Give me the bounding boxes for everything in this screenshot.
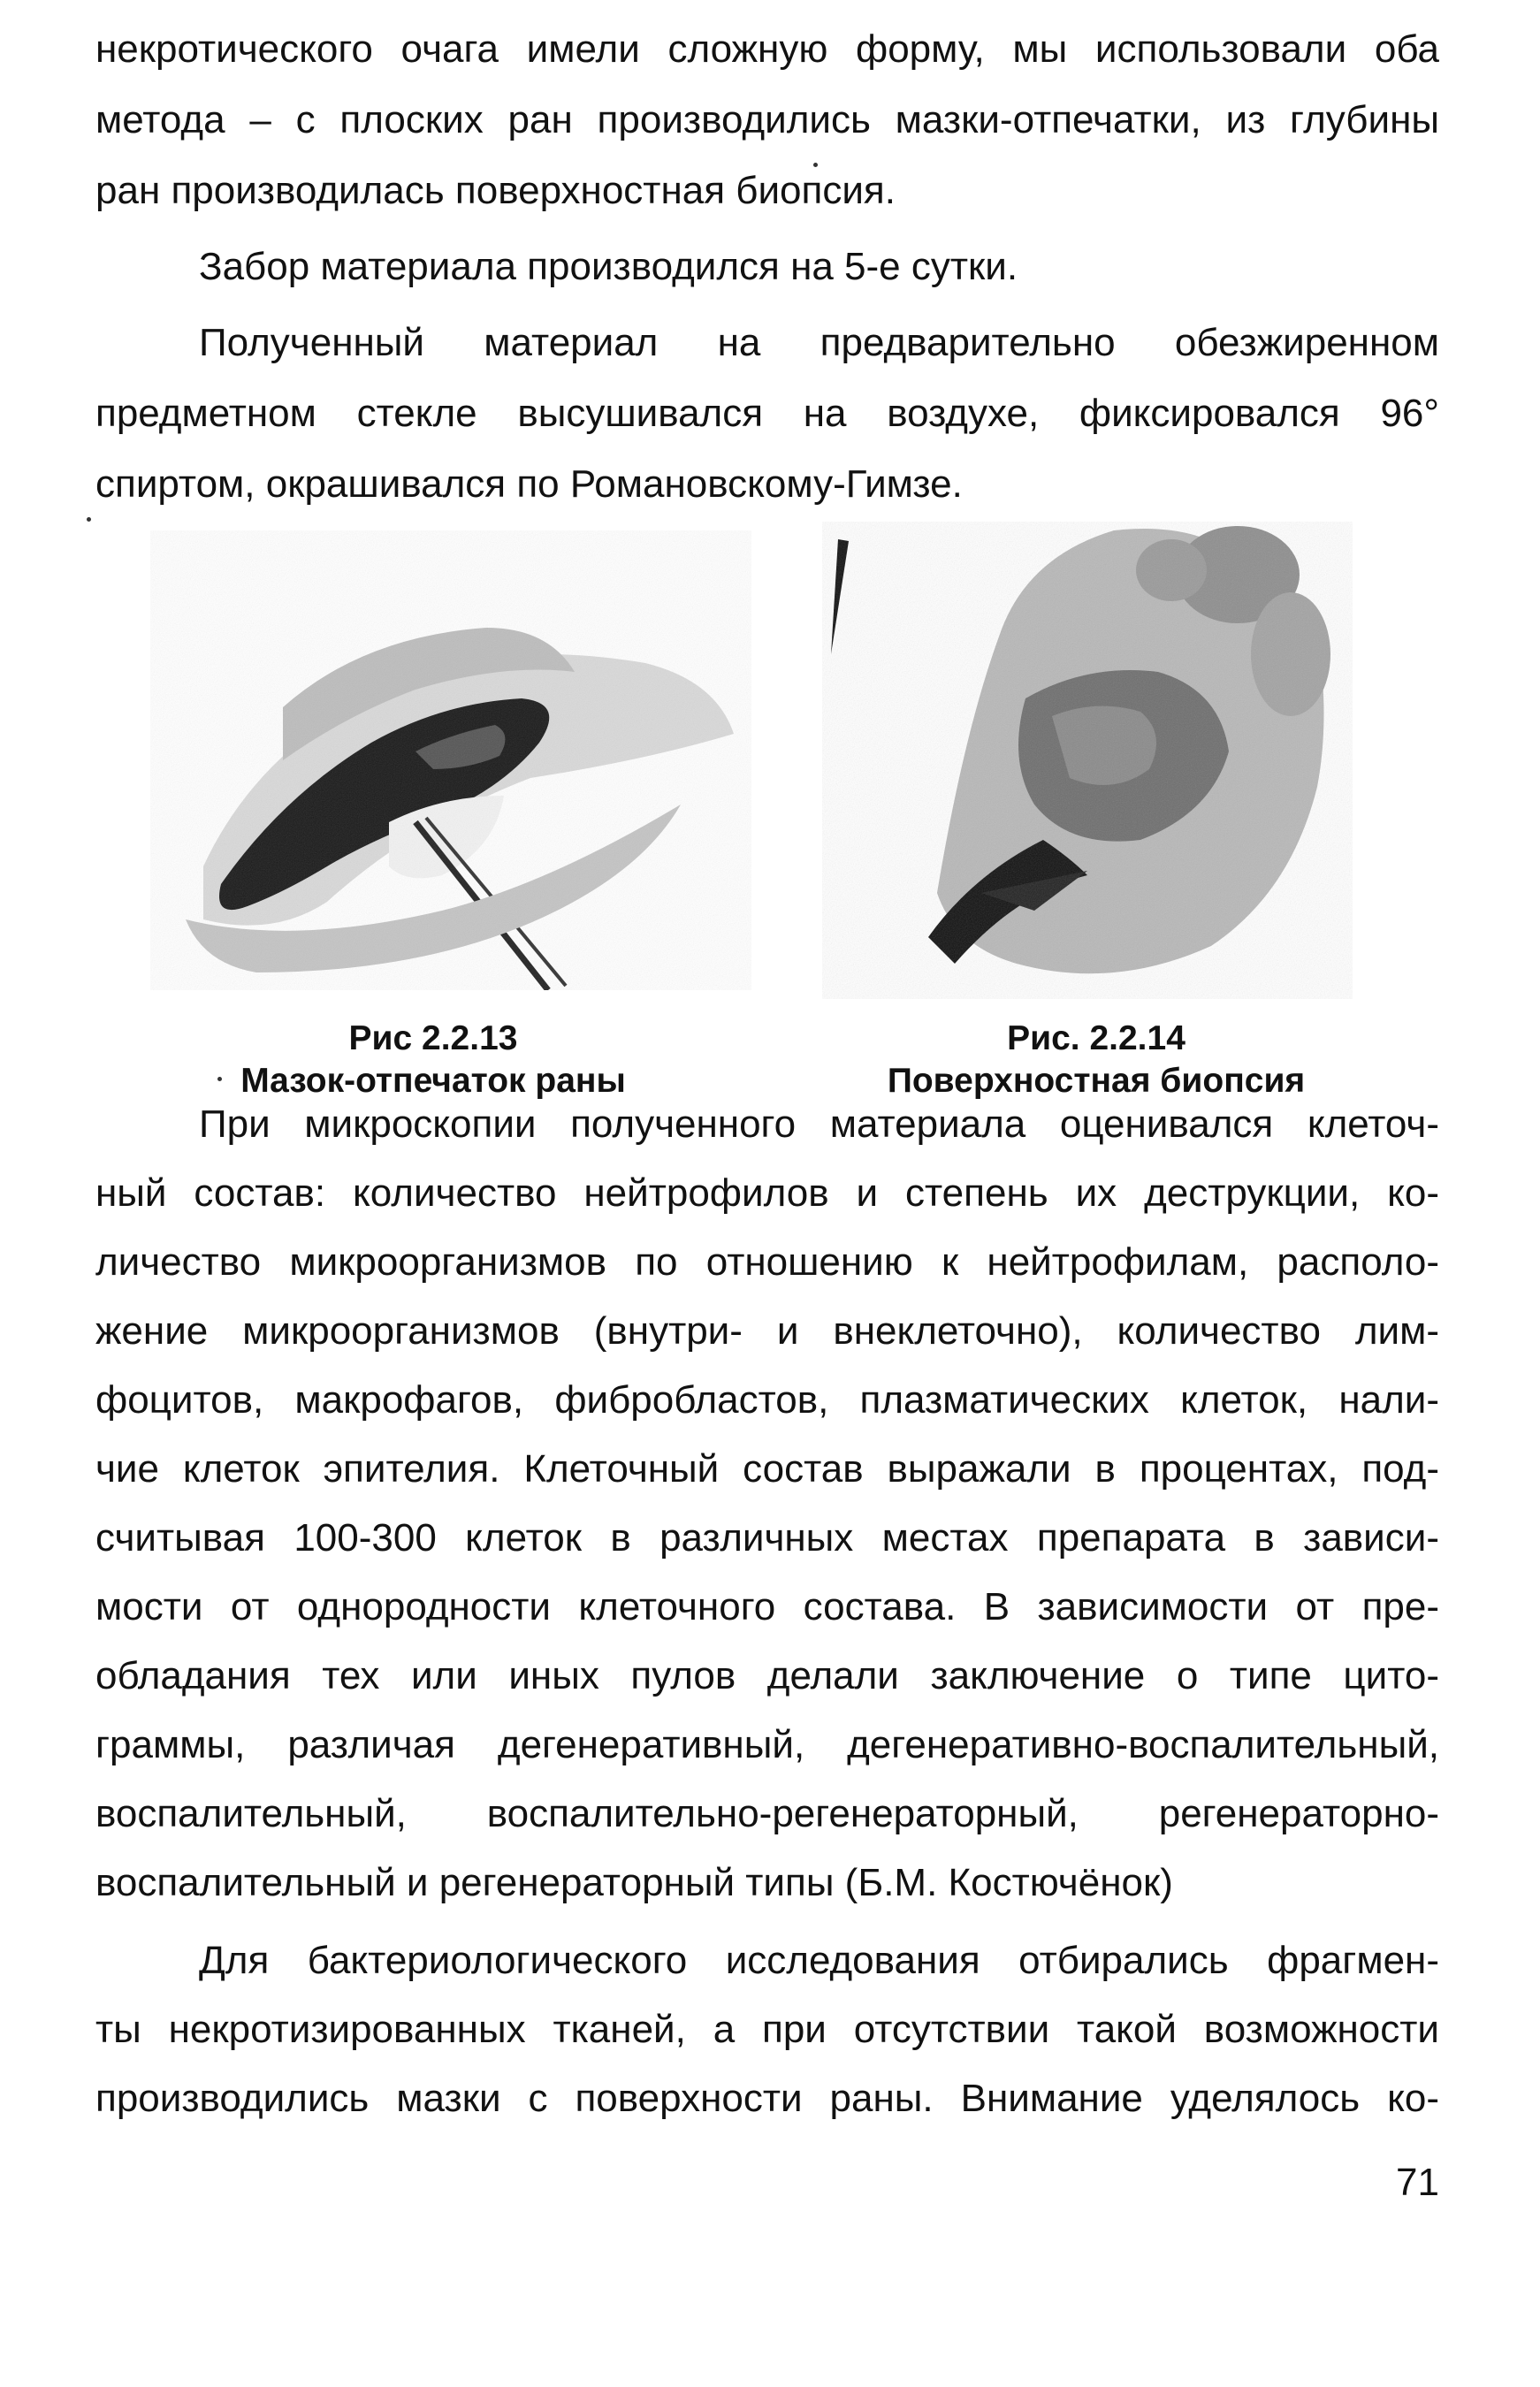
figure-caption-title: Мазок-отпечаток раны (240, 1062, 626, 1100)
scan-speck (813, 163, 818, 167)
surface-biopsy-photo (822, 522, 1353, 999)
text-line: граммы, различая дегенеративный, дегенеративно-воспалительный, (95, 1723, 1439, 1766)
scan-speck (87, 517, 91, 522)
text-line: мости от однородности клеточного состава. В зависимости от пре- (95, 1585, 1439, 1628)
text-line: Для бактериологического исследования отбирались фрагмен- (199, 1939, 1439, 1982)
text-line: некротического очага имели сложную форму, мы использовали оба (95, 27, 1439, 71)
text-line: фоцитов, макрофагов, фибробластов, плазматических клеток, нали- (95, 1378, 1439, 1422)
scan-speck (217, 1077, 222, 1081)
text-line: Забор материала производился на 5-е сутки. (199, 245, 1018, 288)
wound-smear-photo (150, 530, 751, 990)
text-line: метода – с плоских ран производились мазки-отпечатки, из глубины (95, 98, 1439, 141)
figure-caption-title: Поверхностная биопсия (887, 1062, 1306, 1100)
text-line: ный состав: количество нейтрофилов и степень их деструкции, ко- (95, 1171, 1439, 1215)
text-line: ран производилась поверхностная биопсия. (95, 169, 896, 212)
text-line: воспалительный и регенераторный типы (Б.М. Костючёнок) (95, 1861, 1173, 1904)
text-line: ты некротизированных тканей, а при отсутствии такой возможности (95, 2008, 1439, 2051)
text-line: считывая 100-300 клеток в различных местах препарата в зависи- (95, 1516, 1439, 1560)
figure-caption-number: Рис 2.2.13 (348, 1019, 518, 1057)
figure-caption-number: Рис. 2.2.14 (1007, 1019, 1185, 1057)
text-line: воспалительный, воспалительно-регенераторный, регенераторно- (95, 1792, 1439, 1835)
text-line: обладания тех или иных пулов делали заключение о типе цито- (95, 1654, 1439, 1697)
text-line: чие клеток эпителия. Клеточный состав выражали в процентах, под- (95, 1447, 1439, 1491)
text-line: спиртом, окрашивался по Романовскому-Гимзе. (95, 462, 963, 506)
text-line: жение микроорганизмов (внутри- и внеклеточно), количество лим- (95, 1309, 1439, 1353)
text-line: предметном стекле высушивался на воздухе, фиксировался 96° (95, 392, 1439, 435)
text-line: производились мазки с поверхности раны. Внимание уделялось ко- (95, 2077, 1439, 2120)
text-line: Полученный материал на предварительно обезжиренном (199, 321, 1439, 364)
text-line: личество микроорганизмов по отношению к нейтрофилам, располо- (95, 1240, 1439, 1284)
page-number: 71 (1396, 2161, 1439, 2204)
text-line: При микроскопии полученного материала оценивался клеточ- (199, 1102, 1439, 1146)
